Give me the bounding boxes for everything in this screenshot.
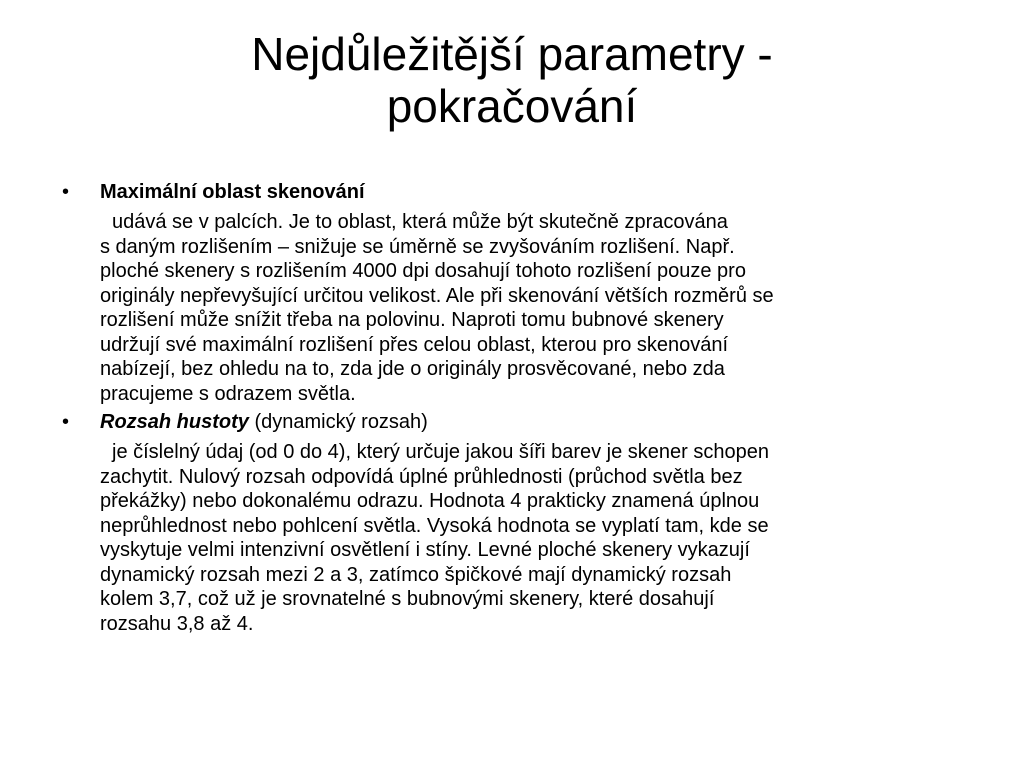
paragraph-line: zachytit. Nulový rozsah odpovídá úplné průhlednosti (průchod světla bez xyxy=(100,465,743,488)
bullet-heading-text: Rozsah hustoty xyxy=(100,411,249,433)
slide-content xyxy=(58,180,978,636)
bullet-heading-density-range xyxy=(58,410,978,434)
paragraph-line: neprůhlednost nebo pohlcení světla. Vysoká hodnota se vyplatí tam, kde se xyxy=(100,514,769,537)
paragraph-line: překážky) nebo dokonalému odrazu. Hodnota 4 prakticky znamená úplnou xyxy=(100,490,760,512)
paragraph-line: originály nepřevyšující určitou velikost. Ale při skenování větších rozměrů se xyxy=(100,284,774,307)
paragraph-line: kolem 3,7, což už je srovnatelné s bubnovými skenery, které dosahují xyxy=(100,588,715,610)
slide-title-line-1: Nejdůležitější parametry - xyxy=(251,28,773,80)
paragraph-line: rozlišení může snížit třeba na polovinu. Naproti tomu bubnové skenery xyxy=(100,309,724,331)
bullet-glyph: • xyxy=(62,411,70,433)
paragraph-line: je číslelný údaj (od 0 do 4), který určuje jakou šíři barev je skener schopen xyxy=(112,441,770,463)
paragraph-line: pracujeme s odrazem světla. xyxy=(100,382,356,405)
paragraph-line: dynamický rozsah mezi 2 a 3, zatímco špičkové mají dynamický rozsah xyxy=(100,563,732,586)
paragraph-line: rozsahu 3,8 až 4. xyxy=(100,612,254,635)
paragraph-line: s daným rozlišením – snižuje se úměrně se zvyšováním rozlišení. Např. xyxy=(100,235,735,258)
bullet-paragraph-max-scan-area xyxy=(58,210,978,406)
bullet-paragraph-density-range xyxy=(58,440,978,636)
paragraph-line: ploché skenery s rozlišením 4000 dpi dosahují tohoto rozlišení pouze pro xyxy=(100,260,746,282)
paragraph-line: nabízejí, bez ohledu na to, zda jde o originály prosvěcované, nebo zda xyxy=(100,358,725,380)
slide-title xyxy=(60,28,964,132)
paragraph-line: udržují své maximální rozlišení přes celou oblast, kterou pro skenování xyxy=(100,333,729,356)
bullet-glyph: • xyxy=(62,181,70,203)
bullet-heading-suffix: (dynamický rozsah) xyxy=(248,411,428,433)
bullet-heading-text: Maximální oblast skenování xyxy=(100,181,365,203)
paragraph-line: vyskytuje velmi intenzivní osvětlení i stíny. Levné ploché skenery vykazují xyxy=(100,539,750,561)
bullet-heading-max-scan-area xyxy=(58,180,978,204)
slide-title-line-2: pokračování xyxy=(386,80,638,132)
paragraph-line: udává se v palcích. Je to oblast, která může být skutečně zpracována xyxy=(112,211,728,233)
